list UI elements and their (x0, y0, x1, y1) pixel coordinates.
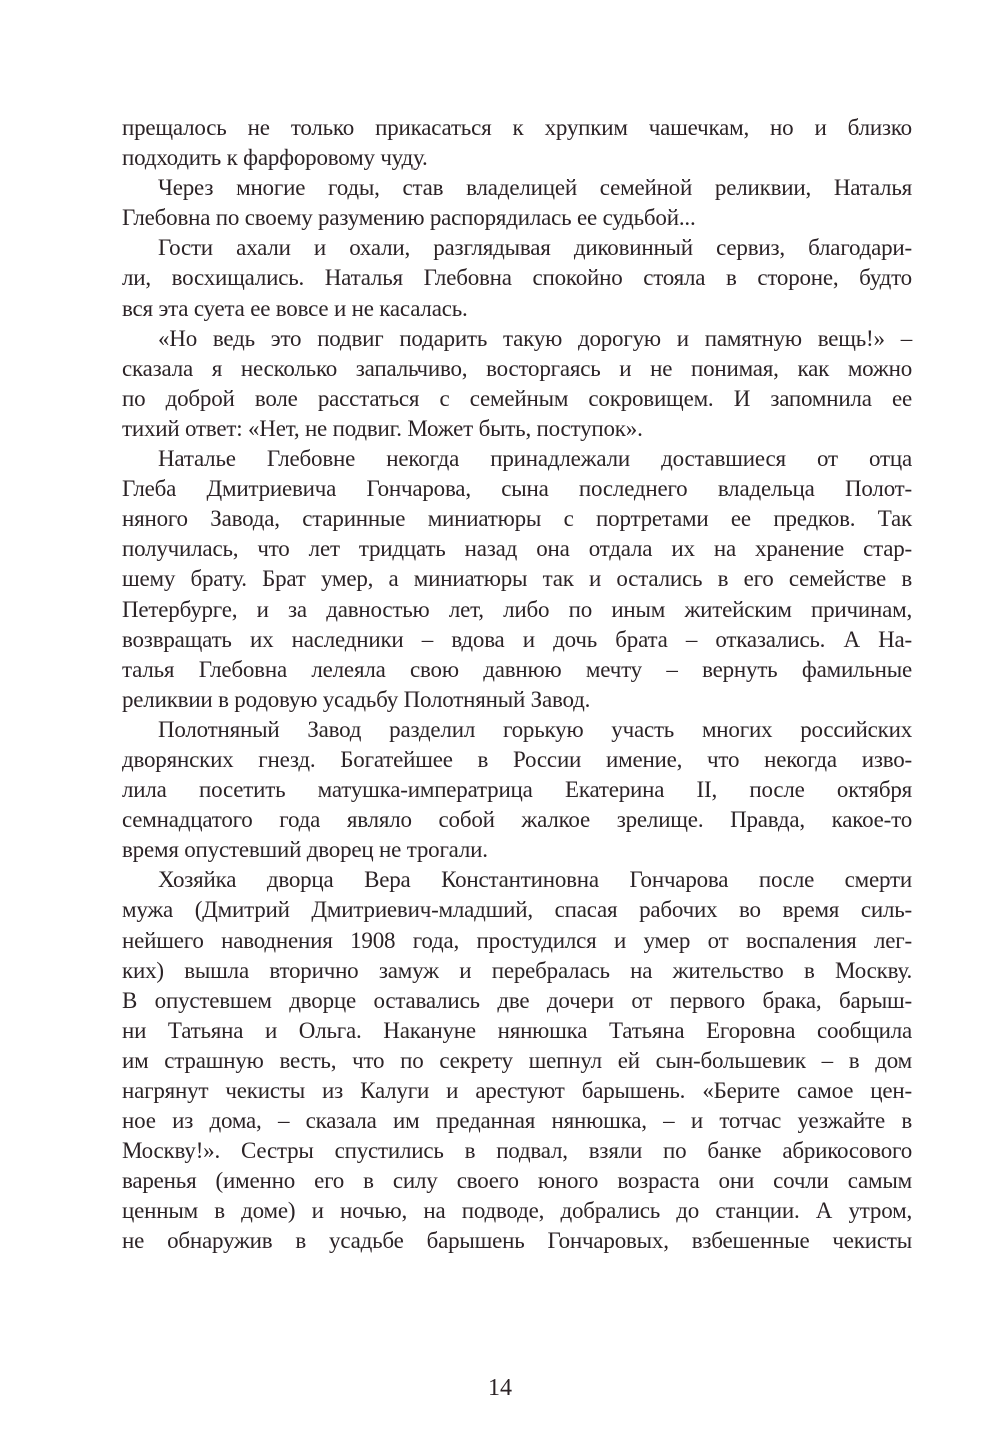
text-line: возвращать их наследники – вдова и дочь брата – отказались. А На- (122, 626, 912, 652)
text-line: ценным в доме) и ночью, на подводе, добрались до станции. А утром, (122, 1198, 912, 1224)
text-line: тихий ответ: «Нет, не подвиг. Может быть, поступок». (122, 415, 643, 441)
text-line: семнадцатого года являло собой жалкое зрелище. Правда, какое-то (122, 807, 912, 833)
text-line: Москву!». Сестры спустились в подвал, взяли по банке абрикосового (122, 1138, 912, 1164)
text-line: «Но ведь это подвиг подарить такую дорогую и памятную вещь!» – (158, 325, 912, 351)
text-line: дворянских гнезд. Богатейшее в России имение, что некогда изво- (122, 746, 912, 772)
text-line: талья Глебовна лелеяла свою давнюю мечту – вернуть фамильные (122, 656, 912, 682)
text-line: ни Татьяна и Ольга. Накануне нянюшка Татьяна Егоровна сообщила (122, 1017, 912, 1043)
paragraph (122, 233, 912, 323)
text-line: сказала я несколько запальчиво, восторгаясь и не понимая, как можно (122, 355, 912, 381)
paragraph (122, 444, 912, 715)
text-line: варенья (именно его в силу своего юного возраста они сочли самым (122, 1168, 912, 1194)
text-line: В опустевшем дворце оставались две дочери от первого брака, барыш- (122, 987, 912, 1013)
text-line: Полотняный Завод разделил горькую участь многих российских (158, 716, 912, 742)
text-line: нейшего наводнения 1908 года, простудился и умер от воспаления лег- (122, 927, 912, 953)
text-line: Гости ахали и охали, разглядывая диковинный сервиз, благодари- (158, 235, 912, 261)
page-text (122, 113, 912, 1257)
text-line: ное из дома, – сказала им преданная нянюшка, – и тотчас уезжайте в (122, 1108, 912, 1134)
text-line: Наталье Глебовне некогда принадлежали доставшиеся от отца (158, 446, 912, 472)
text-line: время опустевший дворец не трогали. (122, 837, 488, 863)
text-line: Петербурге, и за давностью лет, либо по иным житейским причинам, (122, 596, 912, 622)
page-number: 14 (488, 1375, 512, 1401)
text-line: лила посетить матушка-императрица Екатерина II, после октября (122, 777, 912, 803)
text-line: получилась, что лет тридцать назад она отдала их на хранение стар- (122, 536, 912, 562)
text-line: ли, восхищались. Наталья Глебовна спокойно стояла в стороне, будто (122, 265, 912, 291)
text-line: нагрянут чекисты из Калуги и арестуют барышень. «Берите самое цен- (122, 1078, 912, 1103)
text-line: вся эта суета ее вовсе и не касалась. (122, 295, 468, 321)
text-line: по доброй воле расстаться с семейным сокровищем. И запомнила ее (122, 385, 912, 411)
text-line: реликвии в родовую усадьбу Полотняный Завод. (122, 686, 591, 712)
text-line: ких) вышла вторично замуж и перебралась на жительство в Москву. (122, 957, 912, 983)
text-line: шему брату. Брат умер, а миниатюры так и остались в его семействе в (122, 566, 912, 592)
text-line: подходить к фарфоровому чуду. (122, 145, 428, 171)
paragraph (122, 865, 912, 1256)
paragraph (122, 324, 912, 444)
text-line: прещалось не только прикасаться к хрупким чашечкам, но и близко (122, 115, 912, 140)
text-line: Хозяйка дворца Вера Константиновна Гончарова после смерти (158, 867, 912, 893)
paragraph (122, 113, 912, 173)
text-line: мужа (Дмитрий Дмитриевич-младший, спасая рабочих во время силь- (122, 897, 912, 923)
text-line: не обнаружив в усадьбе барышень Гончаровых, взбешенные чекисты (122, 1228, 912, 1254)
text-line: няного Завода, старинные миниатюры с портретами ее предков. Так (122, 506, 912, 532)
paragraph (122, 173, 912, 233)
text-line: Глеба Дмитриевича Гончарова, сына последнего владельца Полот- (122, 476, 912, 502)
text-line: Через многие годы, став владелицей семейной реликвии, Наталья (158, 175, 912, 201)
text-line: им страшную весть, что по секрету шепнул ей сын-большевик – в дом (122, 1047, 912, 1073)
paragraph (122, 715, 912, 865)
text-line: Глебовна по своему разумению распорядилась ее судьбой... (122, 205, 696, 231)
